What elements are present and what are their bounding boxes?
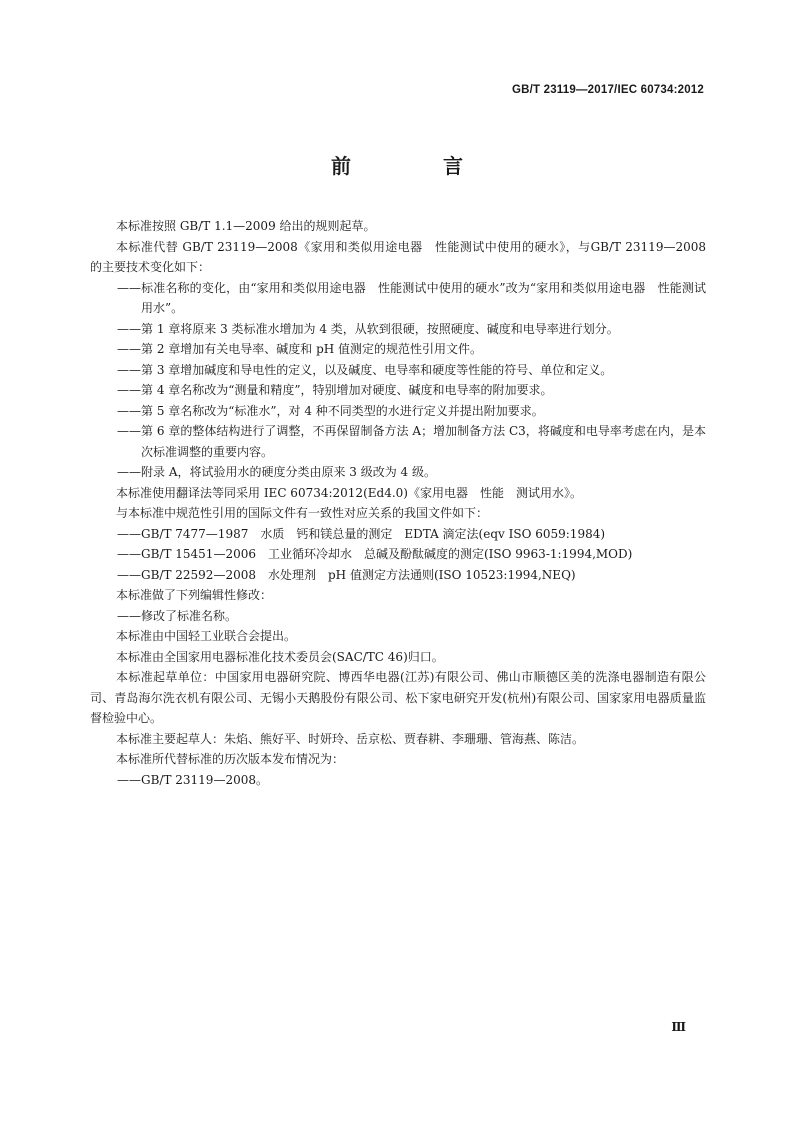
change-item: ——第 6 章的整体结构进行了调整，不再保留制备方法 A；增加制备方法 C3，将碱度和电导率考虑在内，是本次标准调整的重要内容。: [117, 424, 706, 459]
reference-item: ——GB/T 22592—2008 水处理剂 pH 值测定方法通则(ISO 10523:1994,NEQ): [117, 567, 576, 582]
paragraph: 本标准使用翻译法等同采用 IEC 60734:2012(Ed4.0)《家用电器 性能 测试用水》。: [116, 485, 582, 500]
paragraph: 本标准代替 GB/T 23119—2008《家用和类似用途电器 性能测试中使用的硬水》，与GB/T 23119—2008 的主要技术变化如下：: [90, 239, 706, 274]
page-number: Ⅲ: [671, 1020, 686, 1034]
standard-code: GB/T 23119—2017/IEC 60734:2012: [511, 84, 704, 96]
change-item: ——第 5 章名称改为“标准水”，对 4 种不同类型的水进行定义并提出附加要求。: [117, 403, 544, 418]
paragraph: 与本标准中规范性引用的国际文件有一致性对应关系的我国文件如下：: [116, 506, 489, 520]
reference-item: ——GB/T 15451—2006 工业循环冷却水 总碱及酚酞碱度的测定(ISO 9963-1:1994,MOD): [117, 547, 633, 561]
foreword-body: [90, 216, 706, 790]
paragraph: 本标准按照 GB/T 1.1—2009 给出的规则起草。: [116, 219, 376, 233]
paragraph: 本标准由中国轻工业联合会提出。: [116, 629, 297, 643]
change-item: ——第 4 章名称改为“测量和精度”，特别增加对硬度、碱度和电导率的附加要求。: [117, 383, 553, 397]
paragraph: 本标准主要起草人：朱焰、熊好平、时妍玲、岳京松、贾春耕、李珊珊、管海燕、陈洁。: [116, 731, 585, 746]
reference-item: ——GB/T 7477—1987 水质 钙和镁总量的测定 EDTA 滴定法(eqv ISO 6059:1984): [117, 526, 606, 541]
change-item: ——第 3 章增加碱度和导电性的定义，以及碱度、电导率和硬度等性能的符号、单位和定义。: [117, 362, 613, 377]
paragraph: 本标准做了下列编辑性修改：: [116, 588, 273, 602]
change-item: ——第 2 章增加有关电导率、碱度和 pH 值测定的规范性引用文件。: [117, 342, 483, 356]
change-item: ——第 1 章将原来 3 类标准水增加为 4 类，从软到很硬，按照硬度、碱度和电导率进行划分。: [117, 321, 619, 336]
change-item: ——标准名称的变化，由“家用和类似用途电器 性能测试中使用的硬水”改为“家用和类似用途电器 性能测试用水”。: [117, 280, 706, 315]
edit-item: ——修改了标准名称。: [117, 608, 238, 623]
history-item: ——GB/T 23119—2008。: [117, 772, 268, 787]
page-title: 前 言: [331, 154, 499, 178]
paragraph: 本标准起草单位：中国家用电器研究院、博西华电器(江苏)有限公司、佛山市顺德区美的洗涤电器制造有限公司、青岛海尔洗衣机有限公司、无锡小天鹅股份有限公司、松下家电研究开发(杭州)有限公司、国家家用电器质量监督检验中心。: [90, 670, 706, 725]
paragraph: 本标准所代替标准的历次版本发布情况为：: [116, 752, 345, 766]
paragraph: 本标准由全国家用电器标准化技术委员会(SAC/TC 46)归口。: [116, 649, 444, 664]
change-item: ——附录 A，将试验用水的硬度分类由原来 3 级改为 4 级。: [117, 465, 437, 479]
